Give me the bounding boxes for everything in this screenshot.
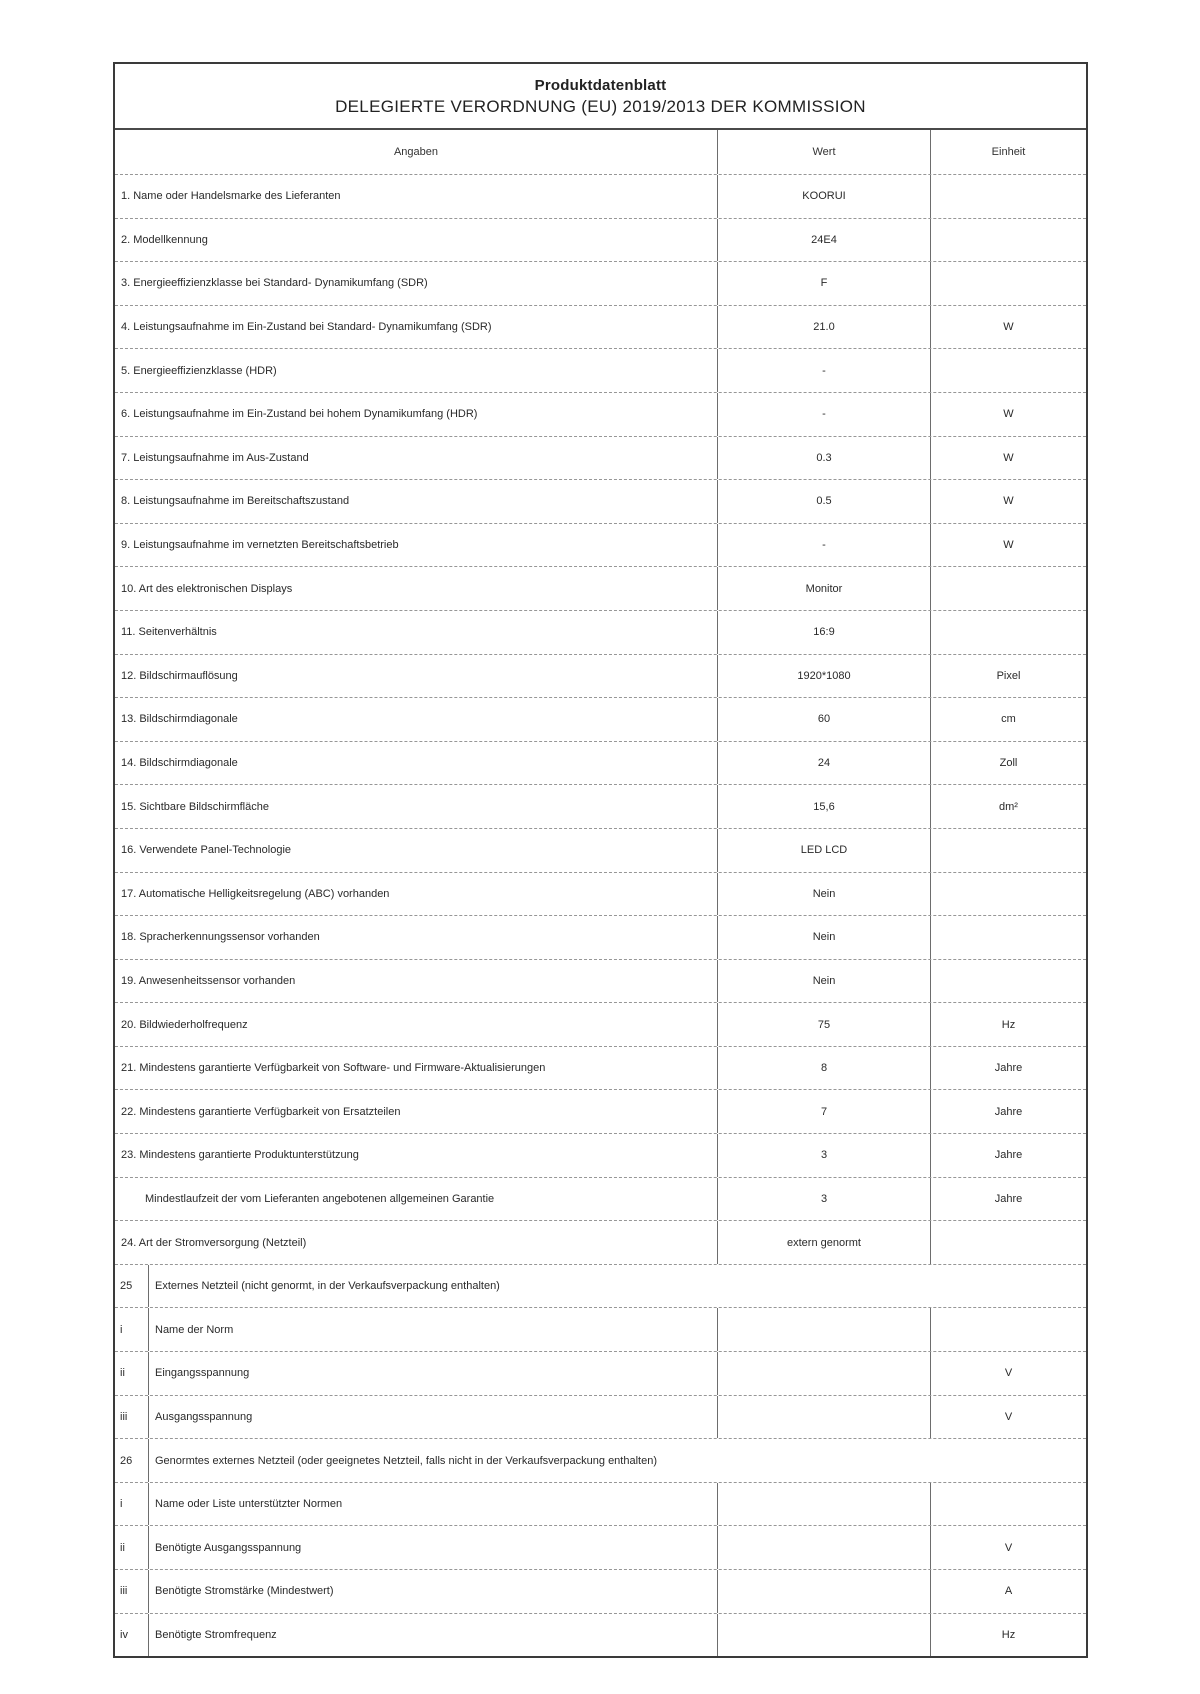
- row-label: 8. Leistungsaufnahme im Bereitschaftszustand: [121, 495, 350, 508]
- row-value: 3: [717, 1178, 930, 1221]
- row-label: Benötigte Stromstärke (Mindestwert): [148, 1570, 717, 1613]
- row-label: 17. Automatische Helligkeitsregelung (ABC) vorhanden: [121, 887, 390, 900]
- table-row: [115, 828, 1086, 872]
- table-row: [115, 305, 1086, 349]
- row-unit: [930, 873, 1086, 916]
- row-unit: [930, 262, 1086, 305]
- page-title: Produktdatenblatt: [534, 77, 667, 94]
- row-value: Nein: [717, 873, 930, 916]
- row-unit: Jahre: [930, 1134, 1086, 1177]
- row-value: -: [717, 524, 930, 567]
- row-number: 26: [120, 1454, 133, 1467]
- row-label: 1. Name oder Handelsmarke des Lieferanten: [121, 190, 341, 203]
- row-label: 4. Leistungsaufnahme im Ein-Zustand bei Standard- Dynamikumfang (SDR): [121, 321, 492, 334]
- row-unit: [930, 916, 1086, 959]
- row-label: 20. Bildwiederholfrequenz: [121, 1018, 248, 1031]
- row-value: 15,6: [717, 785, 930, 828]
- row-unit: Jahre: [930, 1047, 1086, 1090]
- row-label: 9. Leistungsaufnahme im vernetzten Bereitschaftsbetrieb: [121, 539, 399, 552]
- row-unit: [930, 611, 1086, 654]
- row-unit: A: [930, 1570, 1086, 1613]
- row-value: [717, 1614, 930, 1657]
- product-datasheet: [113, 62, 1088, 1658]
- row-label: 7. Leistungsaufnahme im Aus-Zustand: [121, 451, 309, 464]
- row-unit: [930, 219, 1086, 262]
- table-row: [115, 872, 1086, 916]
- table-row: [115, 1351, 1086, 1395]
- table-row: [115, 784, 1086, 828]
- row-number: i: [120, 1323, 123, 1336]
- row-number: i: [120, 1498, 123, 1511]
- row-value: 21.0: [717, 306, 930, 349]
- table-row: [115, 697, 1086, 741]
- row-unit: W: [930, 437, 1086, 480]
- row-unit: Jahre: [930, 1090, 1086, 1133]
- column-header-einheit: Einheit: [930, 130, 1086, 174]
- row-value: Nein: [717, 960, 930, 1003]
- table-row: [115, 436, 1086, 480]
- table-row: [115, 1177, 1086, 1221]
- row-label: 24. Art der Stromversorgung (Netzteil): [121, 1236, 307, 1249]
- table-row: [115, 1482, 1086, 1526]
- row-unit: cm: [930, 698, 1086, 741]
- row-value: 0.3: [717, 437, 930, 480]
- row-label: 6. Leistungsaufnahme im Ein-Zustand bei hohem Dynamikumfang (HDR): [121, 408, 478, 421]
- row-unit: Zoll: [930, 742, 1086, 785]
- row-number: 25: [120, 1280, 133, 1293]
- row-number: iii: [120, 1410, 128, 1423]
- row-unit: Hz: [930, 1614, 1086, 1657]
- row-value: [717, 1526, 930, 1569]
- row-unit: [930, 829, 1086, 872]
- row-label: 2. Modellkennung: [121, 233, 208, 246]
- row-unit: Pixel: [930, 655, 1086, 698]
- row-value: Monitor: [717, 567, 930, 610]
- row-value: 75: [717, 1003, 930, 1046]
- table-row: [115, 174, 1086, 218]
- row-unit: V: [930, 1352, 1086, 1395]
- row-unit: [930, 349, 1086, 392]
- column-header-angaben: Angaben: [393, 146, 439, 158]
- row-value: [717, 1396, 930, 1439]
- row-label: 12. Bildschirmauflösung: [121, 669, 238, 682]
- row-value: extern genormt: [717, 1221, 930, 1264]
- row-number: ii: [120, 1367, 125, 1380]
- row-label: Mindestlaufzeit der vom Lieferanten angebotenen allgemeinen Garantie: [145, 1192, 495, 1205]
- row-unit: V: [930, 1396, 1086, 1439]
- row-value: 1920*1080: [717, 655, 930, 698]
- row-label: 22. Mindestens garantierte Verfügbarkeit von Ersatzteilen: [121, 1105, 401, 1118]
- row-unit: [930, 1221, 1086, 1264]
- row-value: [717, 1570, 930, 1613]
- row-label: 3. Energieeffizienzklasse bei Standard- Dynamikumfang (SDR): [121, 277, 428, 290]
- table-row: [115, 1438, 1086, 1482]
- row-label: 19. Anwesenheitssensor vorhanden: [121, 974, 296, 987]
- page-subtitle: DELEGIERTE VERORDNUNG (EU) 2019/2013 DER KOMMISSION: [335, 97, 866, 116]
- table-row: [115, 1525, 1086, 1569]
- table-row: [115, 1613, 1086, 1657]
- row-label: Externes Netzteil (nicht genormt, in der Verkaufsverpackung enthalten): [148, 1265, 1086, 1308]
- table-row: [115, 392, 1086, 436]
- row-unit: [930, 175, 1086, 218]
- row-value: [717, 1308, 930, 1351]
- row-value: 8: [717, 1047, 930, 1090]
- table-row: [115, 1220, 1086, 1264]
- row-label: 21. Mindestens garantierte Verfügbarkeit von Software- und Firmware-Aktualisierungen: [121, 1062, 546, 1075]
- table-row: [115, 566, 1086, 610]
- table-row: [115, 1089, 1086, 1133]
- table-row: [115, 348, 1086, 392]
- row-value: [717, 1483, 930, 1526]
- table-row: [115, 218, 1086, 262]
- row-label: 18. Spracherkennungssensor vorhanden: [121, 931, 320, 944]
- row-label: Name der Norm: [148, 1308, 717, 1351]
- row-value: -: [717, 393, 930, 436]
- row-value: 60: [717, 698, 930, 741]
- row-value: F: [717, 262, 930, 305]
- column-header-wert: Wert: [717, 130, 930, 174]
- table-row: [115, 1133, 1086, 1177]
- row-unit: W: [930, 393, 1086, 436]
- table-row: [115, 1569, 1086, 1613]
- table-row: [115, 741, 1086, 785]
- row-value: 24E4: [717, 219, 930, 262]
- row-label: Benötigte Ausgangsspannung: [148, 1526, 717, 1569]
- row-label: 14. Bildschirmdiagonale: [121, 757, 238, 770]
- row-value: 3: [717, 1134, 930, 1177]
- row-label: Eingangsspannung: [148, 1352, 717, 1395]
- row-unit: W: [930, 480, 1086, 523]
- table-header-row: [115, 128, 1086, 174]
- row-value: 0.5: [717, 480, 930, 523]
- row-label: 10. Art des elektronischen Displays: [121, 582, 293, 595]
- row-unit: [930, 567, 1086, 610]
- row-label: 16. Verwendete Panel-Technologie: [121, 844, 292, 857]
- row-label: Ausgangsspannung: [148, 1396, 717, 1439]
- row-number: ii: [120, 1541, 125, 1554]
- row-number: iii: [120, 1585, 128, 1598]
- row-unit: W: [930, 306, 1086, 349]
- row-unit: [930, 1483, 1086, 1526]
- row-value: -: [717, 349, 930, 392]
- row-value: 24: [717, 742, 930, 785]
- table-row: [115, 523, 1086, 567]
- row-unit: dm²: [930, 785, 1086, 828]
- row-label: 5. Energieeffizienzklasse (HDR): [121, 364, 277, 377]
- row-label: Name oder Liste unterstützter Normen: [148, 1483, 717, 1526]
- table-row: [115, 1046, 1086, 1090]
- table-row: [115, 1395, 1086, 1439]
- row-unit: Hz: [930, 1003, 1086, 1046]
- row-value: LED LCD: [717, 829, 930, 872]
- table-row: [115, 915, 1086, 959]
- table-row: [115, 1002, 1086, 1046]
- table-row: [115, 959, 1086, 1003]
- row-unit: V: [930, 1526, 1086, 1569]
- table-row: [115, 1307, 1086, 1351]
- row-label: 15. Sichtbare Bildschirmfläche: [121, 800, 269, 813]
- row-number: iv: [120, 1628, 128, 1641]
- table-row: [115, 654, 1086, 698]
- table-body: [115, 174, 1086, 1656]
- row-unit: W: [930, 524, 1086, 567]
- row-unit: Jahre: [930, 1178, 1086, 1221]
- row-label: 11. Seitenverhältnis: [121, 626, 217, 639]
- table-row: [115, 610, 1086, 654]
- row-value: 7: [717, 1090, 930, 1133]
- datasheet-header: [115, 64, 1086, 128]
- table-row: [115, 1264, 1086, 1308]
- row-label: 13. Bildschirmdiagonale: [121, 713, 238, 726]
- row-label: Genormtes externes Netzteil (oder geeignetes Netzteil, falls nicht in der Verkaufsverpackung enthalten): [148, 1439, 1086, 1482]
- row-label: Benötigte Stromfrequenz: [148, 1614, 717, 1657]
- row-unit: [930, 960, 1086, 1003]
- row-unit: [930, 1308, 1086, 1351]
- row-value: [717, 1352, 930, 1395]
- row-label: 23. Mindestens garantierte Produktunterstützung: [121, 1149, 359, 1162]
- table-row: [115, 479, 1086, 523]
- table-row: [115, 261, 1086, 305]
- row-value: Nein: [717, 916, 930, 959]
- row-value: KOORUI: [717, 175, 930, 218]
- row-value: 16:9: [717, 611, 930, 654]
